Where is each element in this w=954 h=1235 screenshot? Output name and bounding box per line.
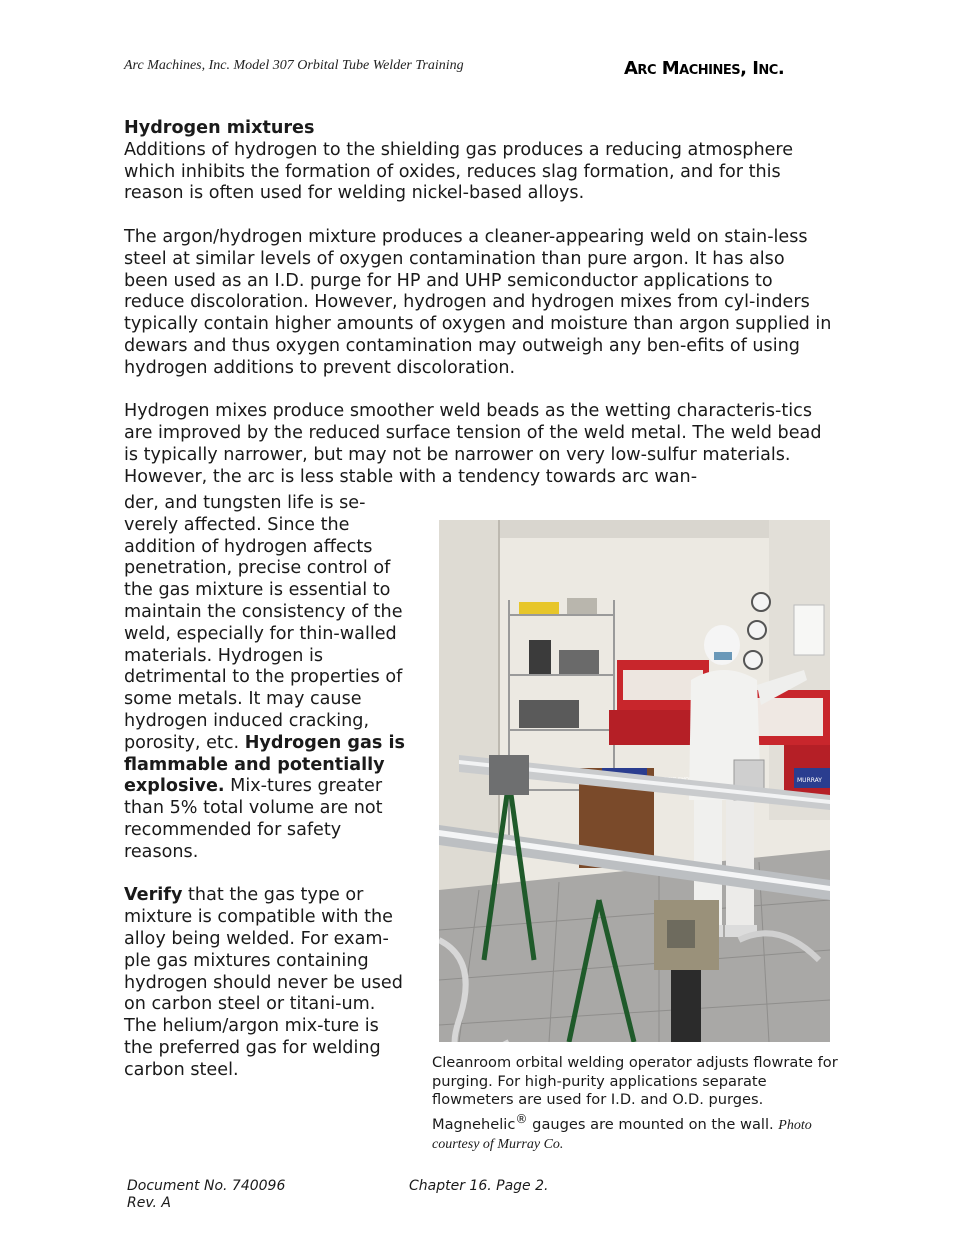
company-logo: Arc Machines, Inc. — [624, 58, 785, 79]
photo-credit: Photo courtesy of Murray Co. — [432, 1117, 812, 1152]
page-number: Chapter 16. Page 2. — [409, 1178, 549, 1194]
paragraph-2: The argon/hydrogen mixture produces a cleaner-appearing weld on stain-less steel at similar levels of oxygen contamination than pure argon. It has also been used as an I.D. purge for HP and UHP semiconductor applications to reduce discoloration. However, hydrogen and hydrogen mixes from cyl-inders typically contain higher amounts of oxygen and moisture than argon supplied in dewars and thus oxygen contamination may outweigh any ben-efits of using hydrogen additions to prevent discoloration. — [124, 226, 832, 378]
revision: Rev. A — [127, 1195, 171, 1211]
paragraph-3: Hydrogen mixes produce smoother weld beads as the wetting characteris-tics are improved by the reduced surface tension of the weld metal. The weld bead is typically narrower, but may not be narrower on very low-sulfur materials. However, the arc is less stable with a tendency towards arc wan- — [124, 401, 822, 487]
document-title: Arc Machines, Inc. Model 307 Orbital Tube Welder Training — [124, 58, 464, 73]
paragraph-1: Additions of hydrogen to the shielding gas produces a reducing atmosphere which inhibits the formation of oxides, reduces slag formation, and for this reason is often used for welding nickel-based alloys. — [124, 139, 794, 204]
verify-paragraph: Verify that the gas type or mixture is compatible with the alloy being welded. For exam-ple gas mixtures containing hydrogen should never be used on carbon steel or titani-um. The helium/argon mix-ture is the preferred gas for welding carbon steel. — [124, 885, 403, 1080]
paragraph-3-continued: der, and tungsten life is se-verely affected. Since the addition of hydrogen affects penetration, precise control of the gas mixture is essential to maintain the consistency of the weld, especially for thin-walled materials. Hydrogen is detrimental to the properties of some metals. It may cause hydrogen induced cracking, porosity, etc. Hydrogen gas is flammable and potentially explosive. Mix-tures greater than 5% total volume are not recommended for safety reasons. — [124, 493, 405, 862]
cleanroom-welding-photo — [439, 520, 830, 1042]
footer-document-info — [127, 1178, 285, 1212]
section-heading: Hydrogen mixtures — [124, 118, 315, 138]
main-content — [124, 118, 834, 489]
registered-mark: ® — [515, 1111, 528, 1126]
photo-caption: Cleanroom orbital welding operator adjusts flowrate for purging. For high-purity applications separate flowmeters are used for I.D. and O.D. purges. Magnehelic® gauges are mounted on the wall. Photo courtesy of Murray Co. — [432, 1054, 838, 1152]
photo-cart-label: MURRAY — [797, 777, 822, 784]
verify-keyword: Verify — [124, 885, 183, 906]
document-number: Document No. 740096 — [127, 1178, 286, 1194]
hydrogen-warning: Hydrogen gas is flammable and potentially explosive. — [124, 732, 405, 797]
left-column — [124, 493, 409, 1082]
